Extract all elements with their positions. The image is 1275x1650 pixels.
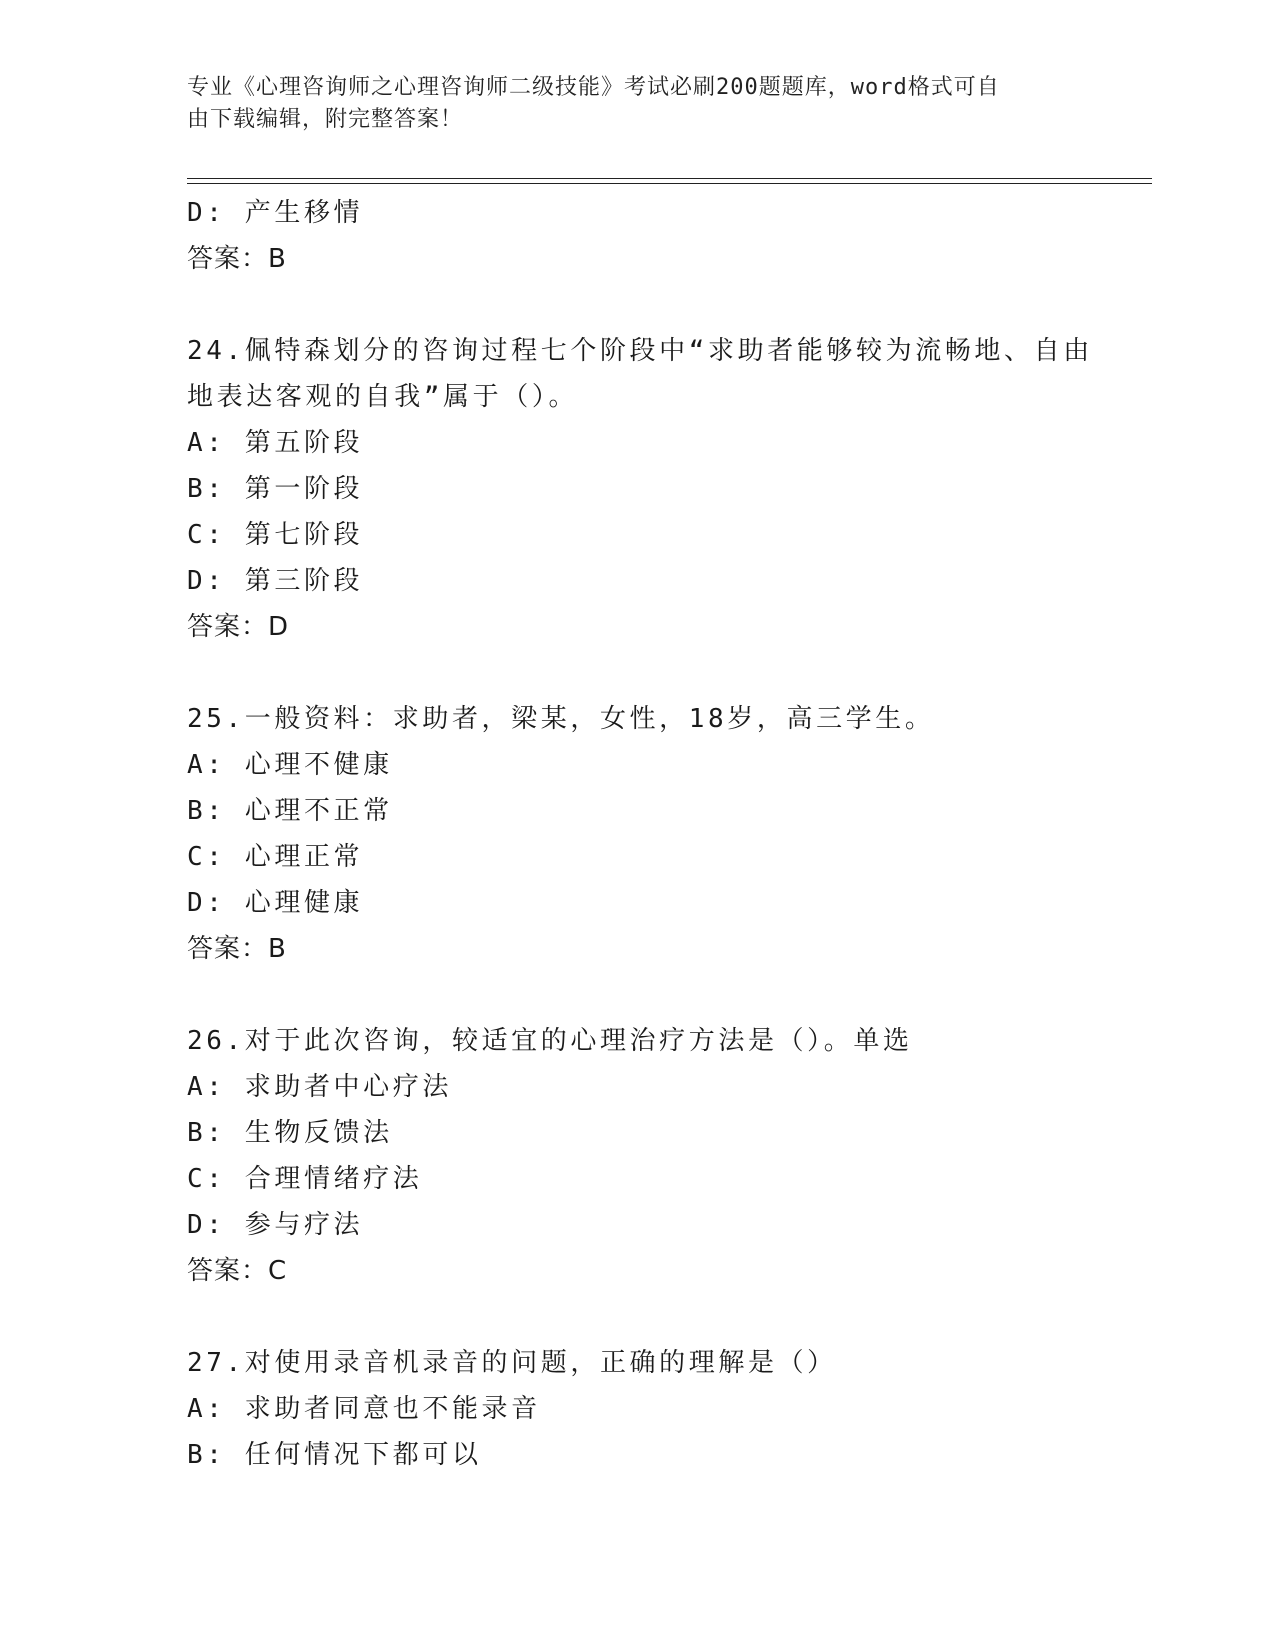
option-b: B: 生物反馈法 <box>187 1118 393 1148</box>
spacer <box>187 1294 1107 1340</box>
header-divider-bottom <box>187 183 1152 184</box>
option-c: C: 心理正常 <box>187 842 364 872</box>
question-25 <box>187 696 1107 972</box>
answer-line: 答案：B <box>187 934 287 964</box>
question-list <box>187 190 1107 1478</box>
option-a: A: 求助者同意也不能录音 <box>187 1394 541 1424</box>
question-text-line-1: 24.佩特森划分的咨询过程七个阶段中“求助者能够较为流畅地、自由 <box>187 336 1093 366</box>
answer-line: 答案：C <box>187 1256 288 1286</box>
option-a: A: 第五阶段 <box>187 428 364 458</box>
document-header <box>187 72 1067 136</box>
header-line-1: 专业《心理咨询师之心理咨询师二级技能》考试必刷200题题库，word格式可自 <box>187 75 1000 100</box>
spacer <box>187 972 1107 1018</box>
question-text-line-1: 25.一般资料：求助者，梁某，女性，18岁，高三学生。 <box>187 704 935 734</box>
option-d: D: 第三阶段 <box>187 566 364 596</box>
spacer <box>187 650 1107 696</box>
option-d: D: 心理健康 <box>187 888 364 918</box>
question-23-tail <box>187 190 1107 282</box>
answer-line: 答案：B <box>187 244 287 274</box>
question-text-line-2: 地表达客观的自我”属于（）。 <box>187 382 579 412</box>
spacer <box>187 282 1107 328</box>
header-divider-top <box>187 178 1152 179</box>
option-c: C: 合理情绪疗法 <box>187 1164 423 1194</box>
option-d: D: 产生移情 <box>187 198 364 228</box>
option-c: C: 第七阶段 <box>187 520 364 550</box>
option-a: A: 心理不健康 <box>187 750 393 780</box>
option-b: B: 心理不正常 <box>187 796 393 826</box>
question-26 <box>187 1018 1107 1294</box>
option-b: B: 第一阶段 <box>187 474 364 504</box>
option-a: A: 求助者中心疗法 <box>187 1072 452 1102</box>
question-24 <box>187 328 1107 650</box>
answer-line: 答案：D <box>187 612 290 642</box>
question-27 <box>187 1340 1107 1478</box>
question-text-line-1: 27.对使用录音机录音的问题，正确的理解是（） <box>187 1348 837 1378</box>
option-d: D: 参与疗法 <box>187 1210 364 1240</box>
header-line-2: 由下载编辑，附完整答案！ <box>187 107 464 132</box>
option-b: B: 任何情况下都可以 <box>187 1440 482 1470</box>
question-text-line-1: 26.对于此次咨询，较适宜的心理治疗方法是（）。单选 <box>187 1026 913 1056</box>
